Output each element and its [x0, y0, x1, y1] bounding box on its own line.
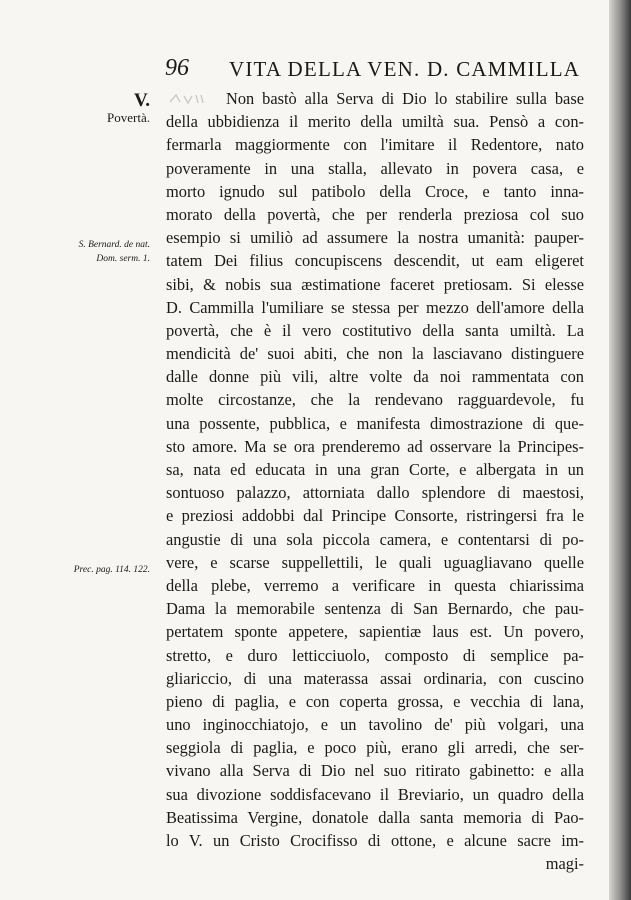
- page-header: [165, 55, 585, 85]
- text-line: sua divozione soddisfacevano il Breviario, un quadro della: [166, 784, 584, 804]
- text-line: molte circostanze, che la rendevano ragguardevole, fu: [166, 390, 584, 410]
- text-line: povertà, che è il vero costitutivo della santa umiltà. La: [166, 320, 584, 340]
- text-line: della plebe, verremo a verificare in questa chiarissima: [166, 575, 584, 595]
- text-line: e preziosi addobbi dal Principe Consorte, ristringersi fra le: [166, 506, 584, 526]
- running-title: VITA DELLA VEN. D. CAMMILLA: [229, 57, 581, 81]
- text-line: dalle donne più vili, altre volte da noi rammentata con: [166, 367, 584, 387]
- text-line: gliariccio, di una materassa assai ordinaria, con cuscino: [166, 668, 584, 688]
- body-text: [166, 87, 584, 875]
- text-line: vere, e scarse suppellettili, le quali uguagliavano quelle: [166, 552, 584, 572]
- text-line: pertatem sponte appetere, sapientiæ laus est. Un povero,: [166, 622, 584, 642]
- text-line: sibi, & nobis sua æstimatione faceret pretiosam. Si elesse: [166, 274, 584, 294]
- text-line: lo V. un Cristo Crocifisso di ottone, e alcune sacre im-: [166, 831, 584, 850]
- text-line: uno inginocchiatojo, e un tavolino de' più volgari, una: [166, 715, 584, 735]
- margin-note-line: S. Bernard. de nat.: [78, 240, 150, 250]
- margin-note-reference: Prec. pag. 114. 122.: [73, 565, 150, 575]
- text-line: Beatissima Vergine, donatole dalla santa memoria di Pao-: [166, 807, 584, 827]
- text-line: della ubbidienza il merito della umiltà sua. Pensò a con-: [166, 112, 584, 132]
- page-number: 96: [165, 55, 189, 81]
- page-edge-shadow: [609, 0, 631, 900]
- text-line: morto ignudo sul patibolo della Croce, e tanto inna-: [166, 181, 584, 201]
- text-line: poveramente in una stalla, allevato in povera casa, e: [166, 158, 584, 178]
- text-line: sa, nata ed educata in una gran Corte, e albergata in un: [166, 460, 584, 479]
- text-line: D. Cammilla l'umiliare se stessa per mezzo dell'amore della: [166, 297, 584, 317]
- text-line: vivano alla Serva di Dio nel suo ritirato gabinetto: e alla: [166, 761, 584, 781]
- text-line: una possente, pubblica, e manifesta dimostrazione di que-: [166, 413, 584, 433]
- text-line: esempio si umiliò ad assumere la nostra umanità: pauper-: [166, 228, 584, 248]
- section-number: V.: [133, 90, 150, 111]
- text-line: Non bastò alla Serva di Dio lo stabilire sulla base: [226, 89, 584, 108]
- margin-note-line: Dom. serm. 1.: [96, 254, 150, 264]
- margin-note-bernard: [40, 238, 150, 266]
- text-line: angustie di una sola piccola camera, e contentarsi di po-: [166, 529, 584, 549]
- text-line: magi-: [545, 854, 584, 874]
- text-line: mendicità de' suoi abiti, che non la lasciavano distinguere: [166, 344, 584, 364]
- text-line: pieno di paglia, e con coperta grossa, e vecchia di lana,: [166, 691, 584, 711]
- text-line: sontuoso palazzo, attorniata dallo splendore di maestosi,: [166, 483, 584, 503]
- section-title: Povertà.: [107, 110, 150, 125]
- text-line: morato della povertà, che per renderla preziosa col suo: [166, 204, 584, 224]
- text-line: sto amore. Ma se ora prenderemo ad osservare la Principes-: [166, 436, 584, 456]
- text-line: Dama la memorabile sentenza di San Bernardo, che pau-: [166, 599, 584, 619]
- text-line: seggiola di paglia, e poco più, erano gli arredi, che ser-: [166, 738, 584, 758]
- text-line: stretto, e duro letticciuolo, composto di semplice pa-: [166, 645, 584, 665]
- text-line: tatem Dei filius concupiscens descendit, ut eam eligeret: [166, 251, 584, 271]
- text-line: fermarla maggiormente con l'imitare il Redentore, nato: [166, 135, 584, 155]
